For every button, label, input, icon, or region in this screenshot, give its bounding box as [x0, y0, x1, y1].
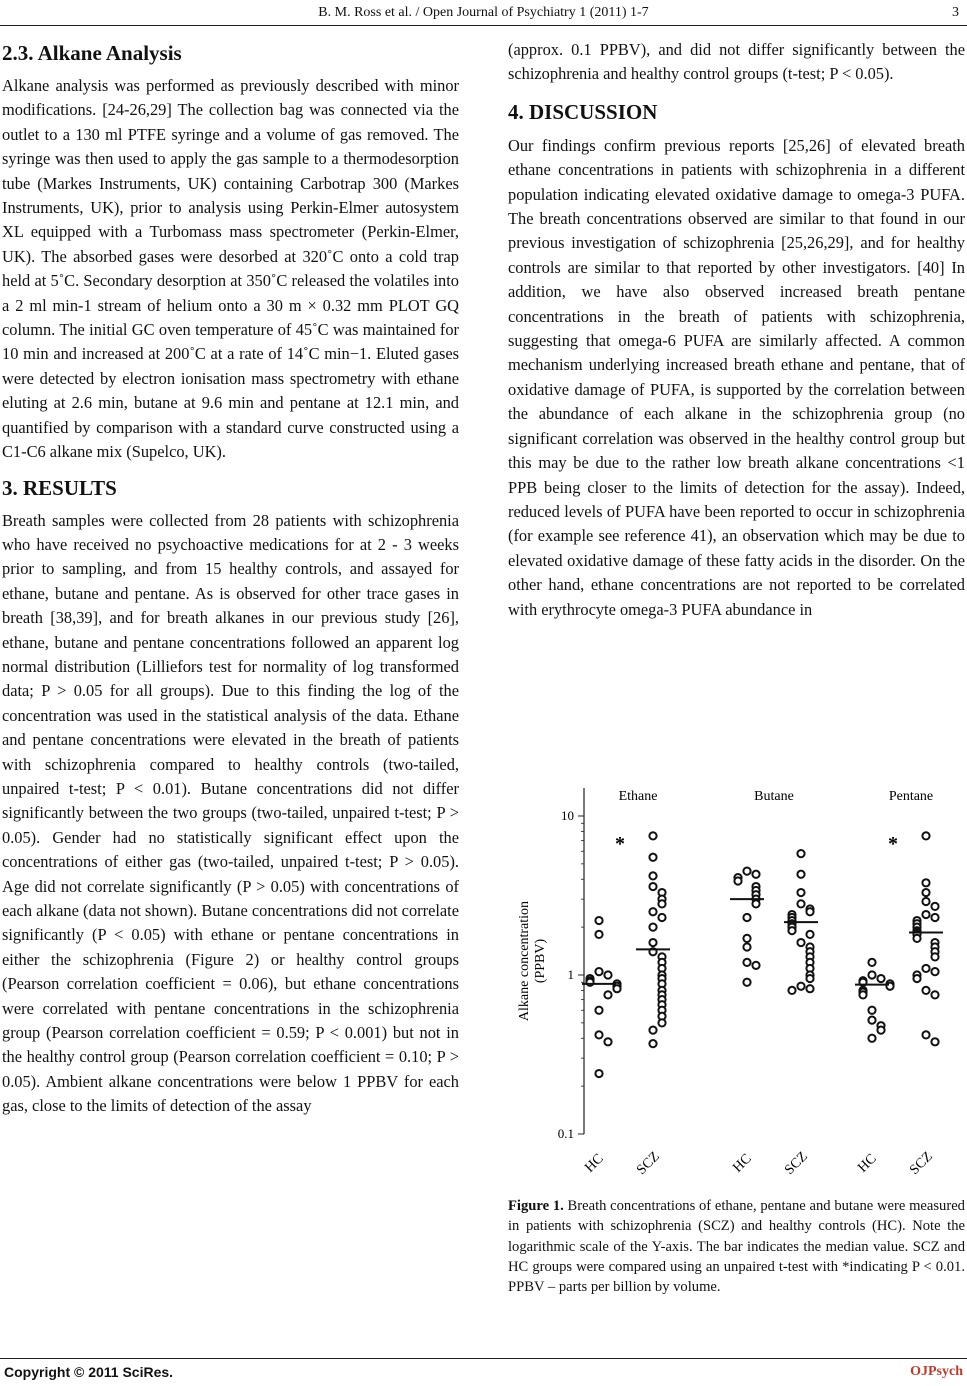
x-category-label: SCZ [634, 1149, 663, 1178]
data-point [788, 927, 795, 934]
data-point [752, 871, 759, 878]
data-point [922, 965, 929, 972]
data-point [743, 868, 750, 875]
data-point [658, 1019, 665, 1026]
data-point [743, 943, 750, 950]
x-category-label: HC [855, 1151, 880, 1176]
data-point [868, 959, 875, 966]
x-category-label: SCZ [782, 1149, 811, 1178]
data-point [595, 931, 602, 938]
paragraph-alkane-analysis: Alkane analysis was performed as previously described with minor modifications. [24-26,29] The collection bag was connected via the outlet to a 130 ml PTFE syringe and a volume of gas removed. The syringe was then used to apply the gas sample to a thermodesorption tube (Markes Instruments, UK) containing Carbotrap 300 (Markes Instruments, UK), prior to analysis using Perkin-Elmer autosystem XL equipped with a Turbomass mass spectrometer (Perkin-Elmer, UK). The absorbed gases were desorbed at 320˚C onto a cold trap held at 5˚C. Secondary desorption at 350˚C released the volatiles into a 2 ml min-1 stream of helium onto a 30 m × 0.32 mm PLOT GQ column. The initial GC oven temperature of 45˚C was maintained for 10 min and increased at 200˚C at a rate of 14˚C min−1. Eluted gases were detected by electron ionisation mass spectrometry with ethane eluting at 2.6 min, butane at 9.6 min and pentane at 12.1 min, and quantified by comparison with a standard curve constructed using a C1-C6 alkane mix (Supelco, UK). [2, 76, 459, 462]
data-point [595, 1007, 602, 1014]
y-axis-label-line: (PPBV) [533, 938, 548, 984]
data-point [931, 953, 938, 960]
data-point [868, 1007, 875, 1014]
data-point [613, 985, 620, 992]
y-tick-label: 1 [567, 966, 574, 982]
data-point [658, 914, 665, 921]
data-point [913, 935, 920, 942]
footer-rule [0, 1358, 967, 1359]
data-point [649, 924, 656, 931]
group-label: Butane [754, 789, 794, 804]
data-point [604, 991, 611, 998]
paragraph-results: Breath samples were collected from 28 patients with schizophrenia who have received no psychoactive medications for at 2 - 3 weeks prior to sampling, and from 15 healthy controls, and assayed for ethane, butane and pentane. As is observed for other trace gases in breath [38,39], and for breath alkanes in our previous study [26], ethane, butane and pentane concentrations followed an apparent log normal distribution (Lilliefors test for normality of log transformed data; P > 0.05 for all groups). Due to this finding the log of the concentration was used in the statistical analysis of the data. Ethane and pentane concentrations were elevated in the breath of patients with schizophrenia compared to healthy controls (two-tailed, unpaired t-test; P < 0.01). Butane concentrations did not differ significantly between the two groups (two-tailed, unpaired t-test; P > 0.05). Gender had no statistically significant effect upon the concentrations of either gas (two-tailed, unpaired t-test; P > 0.05). Age did not correlate significantly (P > 0.05) with concentrations of each alkane (data not shown). Butane concentrations did not correlate significantly (P < 0.05) with ethane or pentane concentrations in either the schizophrenia (Figure 2) or healthy control groups (Pearson correlation coefficient = 0.06), but ethane concentrations were correlated with pentane concentrations in the schizophrenia group (Pearson correlation coefficient = 0.59; P < 0.001) but not in the healthy control group (Pearson correlation coefficient = 0.10; P > 0.05). Ambient alkane concentrations were below 1 PPBV for each gas, close to the limits of detection of the assay [2, 510, 459, 1116]
data-point [797, 850, 804, 857]
data-point [859, 991, 866, 998]
header-rule [0, 25, 967, 26]
data-point [922, 889, 929, 896]
section-heading-discussion: 4. DISCUSSION [508, 99, 658, 124]
data-point [931, 914, 938, 921]
data-point [922, 1031, 929, 1038]
data-point [868, 1017, 875, 1024]
x-category-label: HC [730, 1151, 755, 1176]
data-point [868, 1035, 875, 1042]
data-point [868, 971, 875, 978]
data-point [649, 939, 656, 946]
x-category-label: HC [582, 1151, 607, 1176]
data-point [797, 889, 804, 896]
data-point [806, 975, 813, 982]
y-axis-label [517, 901, 548, 1021]
group-label: Pentane [888, 789, 934, 804]
data-point [797, 871, 804, 878]
data-point [931, 991, 938, 998]
data-point [658, 900, 665, 907]
data-point [649, 854, 656, 861]
data-point [649, 883, 656, 890]
group-label: Ethane [618, 789, 658, 804]
data-point [922, 879, 929, 886]
data-point [649, 1040, 656, 1047]
data-point [649, 872, 656, 879]
data-point [734, 877, 741, 884]
section-heading-results: 3. RESULTS [2, 475, 117, 500]
footer-journal-abbrev: OJPsych [910, 1364, 963, 1379]
data-point [797, 939, 804, 946]
data-point [931, 968, 938, 975]
running-head [0, 0, 967, 26]
data-point [797, 983, 804, 990]
paragraph-discussion: Our findings confirm previous reports [25,26] of elevated breath ethane concentrations in patients with schizophrenia in a different population indicating elevated oxidative damage to omega-3 PUFA. The breath concentrations observed are similar to that found in our previous investigation of schizophrenia [25,26,29], and for healthy controls are similar to that reported by other investigators. [40] In addition, we have also observed increased breath pentane concentrations in the breath of patients with schizophrenia, suggesting that omega-6 PUFA are similarly affected. A common mechanism underlying increased breath ethane and pentane, that of oxidative damage of PUFA, is supported by the correlation between the abundance of each alkane in the schizophrenia group (no significant correlation was observed in the healthy control group but this may be due to the rather low breath alkane concentrations <1 PPB being closer to the limits of detection for the assay). Indeed, reduced levels of PUFA have been reported to occur in schizophrenia (for example see reference 41), an observation which may be due to elevated oxidative damage of these fatty acids in the disorder. On the other hand, ethane concentrations are not reported to be correlated with erythrocyte omega-3 PUFA abundance in [508, 135, 965, 619]
data-point [743, 914, 750, 921]
data-point [806, 908, 813, 915]
y-tick-label: 0.1 [557, 1126, 574, 1141]
data-point [743, 935, 750, 942]
data-point [743, 959, 750, 966]
data-point [752, 962, 759, 969]
section-heading-alkane-analysis: 2.3. Alkane Analysis [2, 41, 182, 65]
significance-marker: * [888, 833, 898, 855]
data-point [788, 987, 795, 994]
data-point [913, 975, 920, 982]
data-point [922, 898, 929, 905]
data-point [743, 979, 750, 986]
y-axis-label-line: Alkane concentration [517, 900, 532, 1022]
data-point [922, 987, 929, 994]
data-point [797, 900, 804, 907]
data-point [806, 985, 813, 992]
page-number: 3 [952, 5, 959, 20]
x-category-label: SCZ [907, 1149, 936, 1178]
left-column [2, 38, 459, 1119]
figure-caption-text: Breath concentrations of ethane, pentane and butane were measured in patients with schizophrenia (SCZ) and healthy controls (HC). Note the logarithmic scale of the Y-axis. The bar indicates the median value. SCZ and HC groups were compared using an unpaired t-test with *indicating P < 0.01. PPBV – parts per billion by volume. [508, 1198, 965, 1296]
figure-1 [506, 770, 966, 1190]
footer-copyright: Copyright © 2011 SciRes. [4, 1364, 174, 1380]
data-point [649, 1027, 656, 1034]
data-point [595, 1031, 602, 1038]
data-point [931, 903, 938, 910]
data-point [649, 832, 656, 839]
alkane-chart [506, 770, 966, 1190]
data-point [604, 971, 611, 978]
data-point [604, 1038, 611, 1045]
data-point [595, 917, 602, 924]
running-head-text: B. M. Ross et al. / Open Journal of Psychiatry 1 (2011) 1-7 [318, 5, 649, 20]
data-point [877, 975, 884, 982]
paragraph-results-continued: (approx. 0.1 PPBV), and did not differ significantly between the schizophrenia and healthy control groups (t-test; P < 0.05). [508, 40, 965, 84]
right-column [508, 38, 965, 622]
data-point [595, 968, 602, 975]
significance-marker: * [615, 833, 625, 855]
data-point [806, 931, 813, 938]
data-point [595, 1070, 602, 1077]
y-tick-label: 10 [561, 807, 574, 823]
data-point [877, 1027, 884, 1034]
figure-caption-label: Figure 1. [508, 1198, 564, 1214]
data-point [922, 832, 929, 839]
data-point [752, 900, 759, 907]
data-point [931, 1038, 938, 1045]
data-point [922, 911, 929, 918]
figure-caption [508, 1196, 965, 1297]
data-point [649, 908, 656, 915]
